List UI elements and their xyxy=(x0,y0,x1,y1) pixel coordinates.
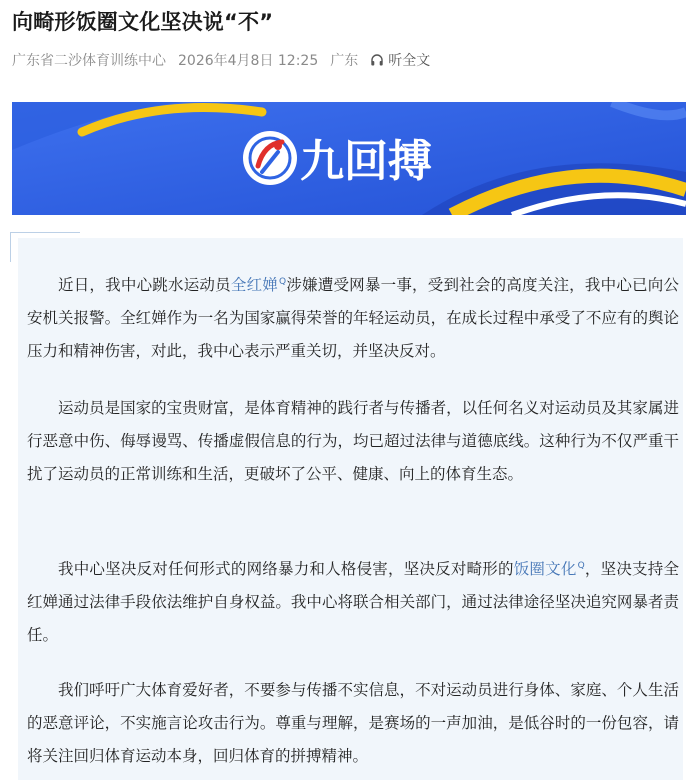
paragraph-1: 近日，我中心跳水运动员全红婵$^Q$涉嫌遭受网暴一事，受到社会的高度关注，我中心已向公安机关报警。全红婵作为一名为国家赢得荣誉的年轻运动员，在成长过程中承受了不应有的舆论压力和精神伤害，对此，我中心表示严重关切，并坚决反对。 xyxy=(27,276,679,361)
listen-label: 听全文 xyxy=(388,53,431,69)
article-title: 向畸形饭圈文化坚决说“不” xyxy=(12,10,274,34)
paragraph-3: 我中心坚决反对任何形式的网络暴力和人格侵害，坚决反对畸形的饭圈文化$^Q$，坚决支持全红婵通过法律手段依法维护自身权益。我中心将联合相关部门，通过法律途径坚决追究网暴者责任。 xyxy=(27,560,679,645)
banner-logo xyxy=(243,131,432,187)
headphones-icon xyxy=(370,53,384,67)
paragraph-4: 我们呼吁广大体育爱好者，不要参与传播不实信息，不对运动员进行身体、家庭、个人生活的恶意评论，不实施言论攻击行为。尊重与理解，是赛场的一声加油，是低谷时的一份包容，请将关注回归体育运动本身，回归体育的拼搏精神。 xyxy=(27,681,679,765)
search-icon[interactable]: Q xyxy=(279,277,287,287)
article-datetime: 2026年4月8日 12:25 xyxy=(178,53,319,69)
search-icon[interactable]: Q xyxy=(577,561,585,571)
listen-full-text-button[interactable] xyxy=(370,50,430,70)
article-body xyxy=(18,238,683,780)
paragraph-2: 运动员是国家的宝贵财富，是体育精神的践行者与传播者，以任何名义对运动员及其家属进行恶意中伤、侮辱谩骂、传播虚假信息的行为，均已超过法律与道德底线。这种行为不仅严重干扰了运动员的正常训练和生活，更破坏了公平、健康、向上的体育生态。 xyxy=(27,399,679,483)
person-link-quan-hongchan[interactable]: 全红婵 xyxy=(230,276,279,295)
quote-frame-top xyxy=(10,232,80,233)
article-banner-image xyxy=(12,102,686,215)
topic-link-fan-culture[interactable]: 饭圈文化 xyxy=(513,560,577,579)
banner-logo-text: 九回搏 xyxy=(300,136,432,187)
quote-frame-corner xyxy=(10,232,11,262)
article-source[interactable]: 广东省二沙体育训练中心 xyxy=(12,53,166,69)
article-meta xyxy=(12,50,430,70)
article-location: 广东 xyxy=(330,53,359,69)
